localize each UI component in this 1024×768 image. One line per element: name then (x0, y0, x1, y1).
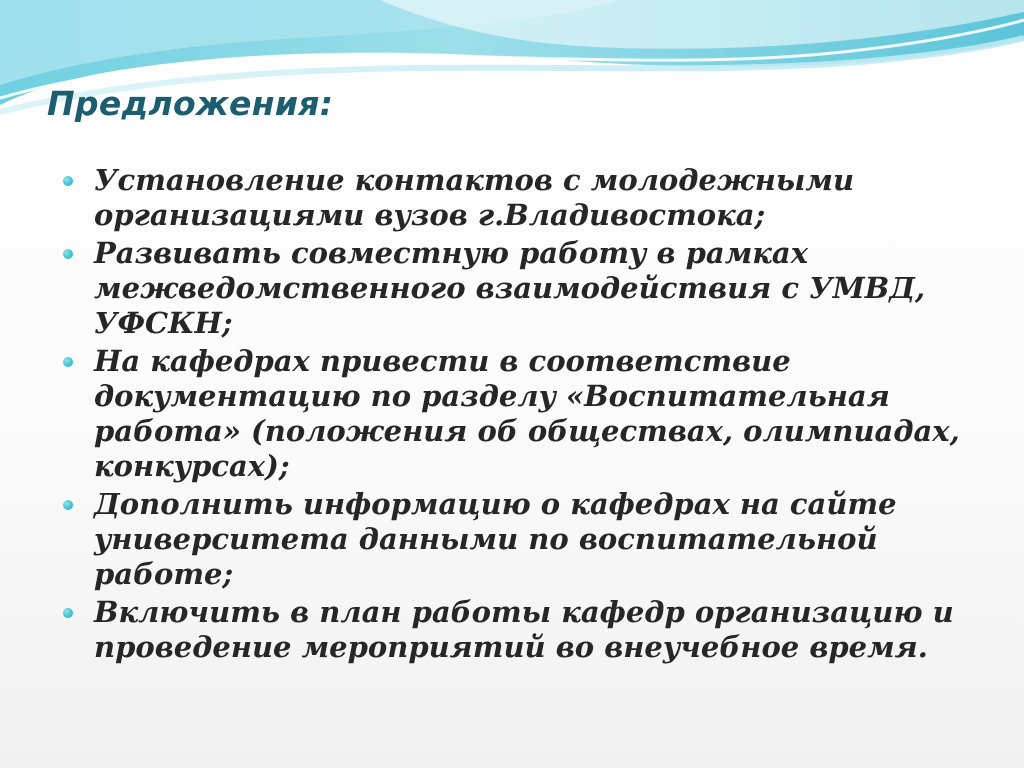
bullet-dot-icon (63, 176, 73, 186)
bullet-text: Развивать совместную работу в рамках межведомственного взаимодействия с УМВД, УФСКН; (94, 236, 926, 340)
bullet-text: Установление контактов с молодежными организациями вузов г.Владивостока; (94, 163, 855, 232)
bullet-dot-icon (63, 608, 73, 618)
bullet-item (62, 163, 962, 233)
bullet-dot-icon (63, 500, 73, 510)
bullet-text: Включить в план работы кафедр организацию и проведение мероприятий во внеучебное время. (94, 595, 954, 664)
bullet-item (62, 595, 962, 665)
bullet-item (62, 236, 962, 341)
bullet-dot-icon (63, 249, 73, 259)
bullet-dot-icon (63, 357, 73, 367)
bullet-list (62, 163, 962, 668)
slide-title: Предложения: (47, 84, 334, 123)
bullet-item (62, 344, 962, 484)
bullet-item (62, 487, 962, 592)
bullet-text: На кафедрах привести в соответствие документацию по разделу «Воспитательная работа» (положения об обществах, олимпиадах, конкурсах); (94, 344, 960, 483)
bullet-text: Дополнить информацию о кафедрах на сайте университета данными по воспитательной работе; (94, 487, 897, 591)
